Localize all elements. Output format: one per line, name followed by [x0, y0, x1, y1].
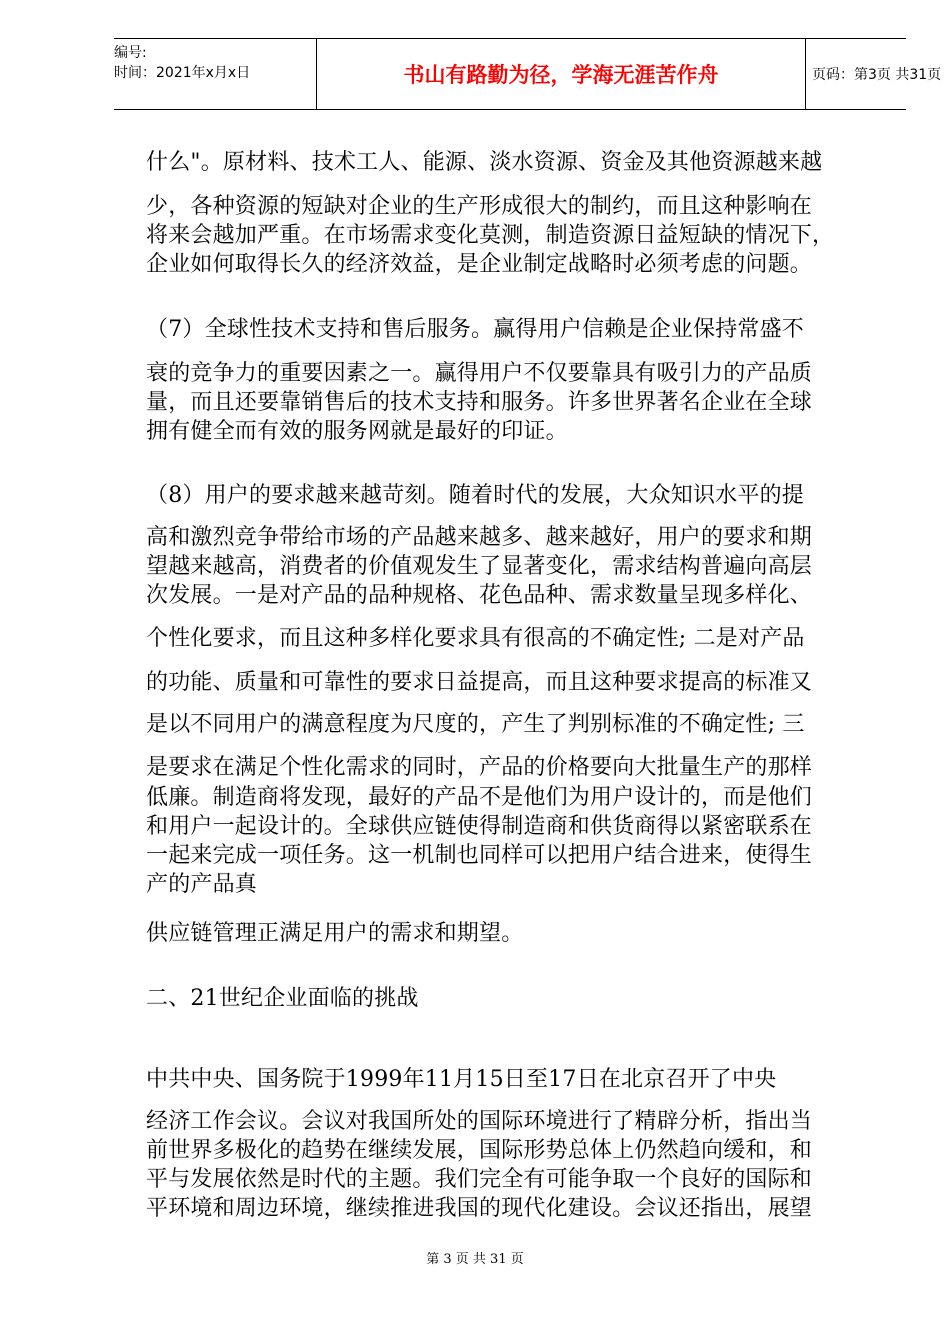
text-line: 什么"。原材料、技术工人、能源、淡水资源、资金及其他资源越来越: [146, 150, 823, 175]
text-line: 是以不同用户的满意程度为尺度的，产生了判别标准的不确定性; 三: [146, 712, 805, 737]
text-line: 少，各种资源的短缺对企业的生产形成很大的制约，而且这种影响在: [146, 194, 813, 219]
text-line: 平环境和周边环境，继续推进我国的现代化建设。会议还指出，展望: [146, 1196, 813, 1221]
text-line: 低廉。制造商将发现，最好的产品不是他们为用户设计的，而是他们: [146, 785, 813, 810]
text-line: 衰的竞争力的重要因素之一。赢得用户不仅要靠具有吸引力的产品质: [146, 361, 813, 386]
text-line: 是要求在满足个性化需求的同时，产品的价格要向大批量生产的那样: [146, 755, 813, 780]
text-line: 供应链管理正满足用户的需求和期望。: [146, 921, 524, 946]
text-line: （8）用户的要求越来越苛刻。随着时代的发展，大众知识水平的提: [146, 483, 804, 508]
page-header: [114, 38, 942, 110]
text-line: 高和激烈竞争带给市场的产品越来越多、越来越好，用户的要求和期: [146, 525, 813, 550]
text-line: 中共中央、国务院于1999年11月15日至17日在北京召开了中央: [146, 1067, 777, 1092]
text-line: 企业如何取得长久的经济效益，是企业制定战略时必须考虑的问题。: [146, 252, 813, 277]
header-time: 时间：2021年x月x日: [114, 65, 251, 81]
text-line: 的功能、质量和可靠性的要求日益提高，而且这种要求提高的标准又: [146, 670, 813, 695]
text-line: 和用户一起设计的。全球供应链使得制造商和供货商得以紧密联系在: [146, 814, 813, 839]
text-line: 拥有健全而有效的服务网就是最好的印证。: [146, 419, 568, 444]
text-line: （7）全球性技术支持和售后服务。赢得用户信赖是企业保持常盛不: [146, 317, 804, 342]
text-line: 产的产品真: [146, 872, 258, 897]
text-line: 量，而且还要靠销售后的技术支持和服务。许多世界著名企业在全球: [146, 390, 813, 415]
text-line: 经济工作会议。会议对我国所处的国际环境进行了精辟分析，指出当: [146, 1109, 813, 1134]
header-meta: [114, 39, 316, 109]
text-line: 一起来完成一项任务。这一机制也同样可以把用户结合进来，使得生: [146, 843, 813, 868]
text-line: 个性化要求，而且这种多样化要求具有很高的不确定性; 二是对产品: [146, 626, 805, 651]
text-line: 平与发展依然是时代的主题。我们完全有可能争取一个良好的国际和: [146, 1167, 813, 1192]
text-line: 前世界多极化的趋势在继续发展，国际形势总体上仍然趋向缓和，和: [146, 1138, 813, 1163]
text-line: 望越来越高，消费者的价值观发生了显著变化，需求结构普遍向高层: [146, 554, 813, 579]
text-line: 将来会越加严重。在市场需求变化莫测，制造资源日益短缺的情况下，: [146, 223, 835, 248]
header-number: 编号:: [114, 45, 147, 61]
header-page-number: 页码：第3页 共31页: [812, 67, 942, 83]
text-line: 次发展。一是对产品的品种规格、花色品种、需求数量呈现多样化、: [146, 583, 813, 608]
page-footer: 第 3 页 共 31 页: [426, 1252, 524, 1267]
section-heading: 二、21世纪企业面临的挑战: [146, 986, 419, 1011]
header-motto: 书山有路勤为径，学海无涯苦作舟: [316, 39, 806, 109]
